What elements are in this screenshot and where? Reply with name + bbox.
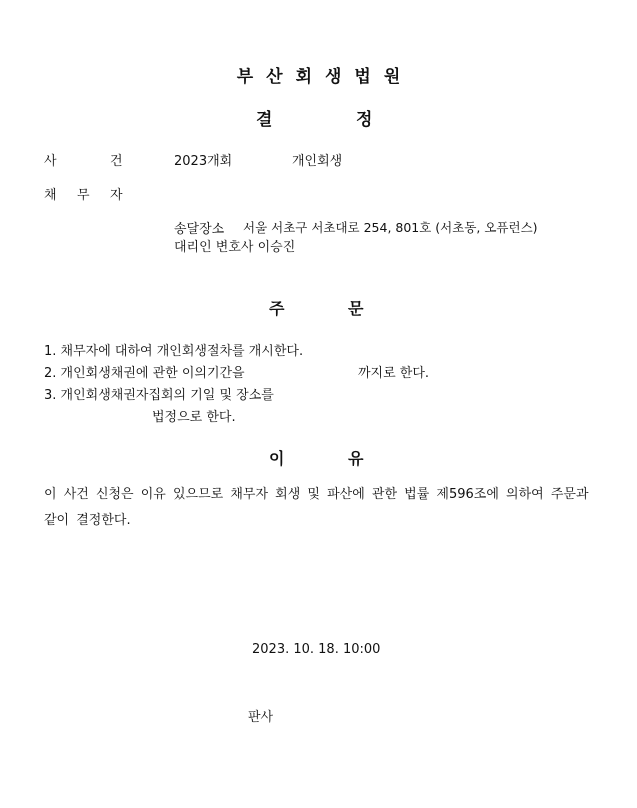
judge-label: 판사 — [248, 710, 274, 725]
debtor-label-char-2: 무 — [77, 188, 90, 203]
decision-datetime: 2023. 10. 18. 10:00 — [252, 642, 381, 657]
reason-heading-char-2: 유 — [348, 449, 364, 468]
order-item-3-tail: 법정으로 한다. — [152, 410, 236, 425]
case-number: 2023개회 — [174, 154, 233, 169]
case-type: 개인회생 — [292, 154, 343, 169]
case-label-char-2: 건 — [110, 154, 123, 169]
debtor-label-char-1: 채 — [44, 188, 57, 203]
order-item-3: 3. 개인회생채권자집회의 기일 및 장소를 — [44, 388, 274, 403]
court-name: 부산회생법원 — [236, 67, 414, 87]
address-label: 송달장소 — [174, 222, 225, 237]
document-type-char-2: 정 — [356, 110, 373, 130]
reason-heading-char-1: 이 — [269, 449, 285, 468]
order-item-1: 1. 채무자에 대하여 개인회생절차를 개시한다. — [44, 344, 304, 359]
debtor-address: 서울 서초구 서초대로 254, 801호 (서초동, 오퓨런스) — [243, 220, 538, 235]
debtor-label-char-3: 자 — [110, 188, 123, 203]
order-heading-char-2: 문 — [348, 299, 364, 318]
reason-text: 이 사건 신청은 이유 있으므로 채무자 회생 및 파산에 관한 법률 제596조에 의하여 주문과 같이 결정한다. — [44, 487, 589, 528]
document-type-char-1: 결 — [256, 110, 273, 130]
debtor-agent: 대리인 변호사 이승진 — [174, 240, 296, 255]
case-label-char-1: 사 — [44, 154, 57, 169]
order-item-2: 2. 개인회생채권에 관한 이의기간을 — [44, 366, 245, 381]
order-heading-char-1: 주 — [269, 299, 285, 318]
order-item-2-tail: 까지로 한다. — [358, 366, 430, 381]
